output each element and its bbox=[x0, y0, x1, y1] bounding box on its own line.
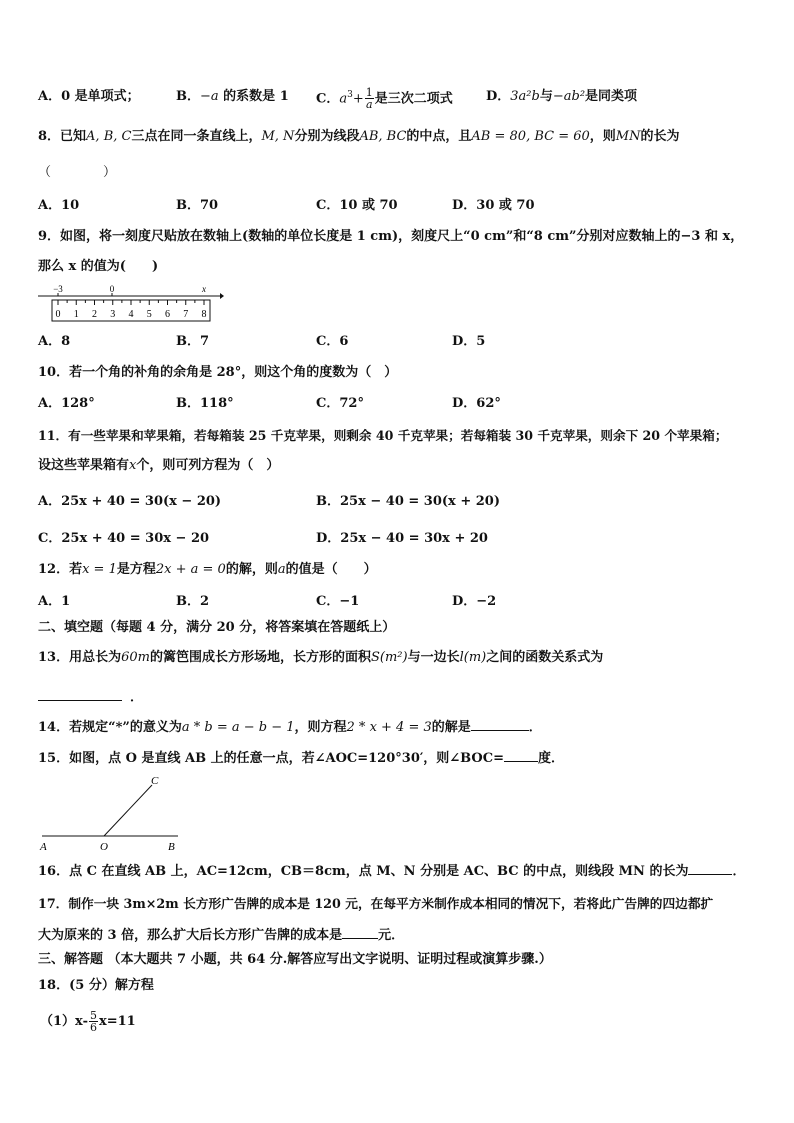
q18-equation: （1）x- $\frac{5}{6}$ x=11 bbox=[40, 1009, 136, 1034]
q8-stem: 8．已知A, B, C三点在同一条直线上，M, N分别为线段AB, BC的中点，且AB = 80, BC = 60，则MN的长为 bbox=[38, 129, 680, 144]
ruler-number: 0 bbox=[55, 309, 61, 320]
q7-option-c: C．$a^3+$ $\frac{1}{a}$ 是三次二项式 bbox=[316, 86, 453, 112]
q10-option-c: C．72° bbox=[316, 396, 364, 411]
q9-option-c: C．6 bbox=[316, 334, 349, 349]
label-a: A bbox=[40, 841, 47, 853]
label-c: C bbox=[151, 775, 159, 787]
ruler-number: 5 bbox=[146, 309, 152, 320]
q8-answer-paren: （ ） bbox=[38, 165, 117, 180]
section-2-heading: 二、填空题（每题 4 分，满分 20 分，将答案填在答题纸上） bbox=[38, 620, 396, 635]
q18-title: 18．(5 分）解方程 bbox=[38, 978, 154, 993]
q11-option-c: C．25x + 40 = 30x − 20 bbox=[38, 531, 210, 546]
ruler-number: 7 bbox=[183, 309, 189, 320]
q11-option-b: B．25x − 40 = 30(x + 20) bbox=[316, 494, 500, 509]
q13-blank bbox=[38, 688, 122, 701]
q8-option-d: D．30 或 70 bbox=[452, 198, 535, 213]
ruler-number: 6 bbox=[165, 309, 170, 320]
q12-option-d: D．−2 bbox=[452, 594, 497, 609]
q8-option-a: A．10 bbox=[38, 198, 80, 213]
q9-stem-line2: 那么 x 的值为( ) bbox=[38, 259, 159, 274]
q11-option-a: A．25x + 40 = 30(x − 20) bbox=[38, 494, 222, 509]
q10-option-d: D．62° bbox=[452, 396, 501, 411]
angle-figure bbox=[38, 773, 183, 853]
ruler-number: 8 bbox=[201, 309, 207, 320]
q17-blank bbox=[342, 926, 378, 939]
q15-blank bbox=[504, 749, 538, 762]
ruler-number: 3 bbox=[110, 309, 116, 320]
q16-blank bbox=[688, 862, 732, 875]
ruler-number: 4 bbox=[128, 309, 134, 320]
q13-answer-line: ． bbox=[38, 688, 143, 707]
axis-label-x: x bbox=[202, 284, 206, 294]
q9-option-a: A．8 bbox=[38, 334, 71, 349]
q12-option-b: B．2 bbox=[176, 594, 210, 609]
q13-stem: 13．用总长为60m的篱笆围成长方形场地，长方形的面积S(m²)与一边长l(m)之间的函数关系式为 bbox=[38, 650, 604, 665]
q12-stem: 12．若x = 1是方程2x + a = 0的解，则a的值是（ ） bbox=[38, 562, 377, 577]
q14-blank bbox=[471, 718, 529, 731]
axis-label-0: 0 bbox=[109, 284, 115, 294]
q11-stem-line1: 11．有一些苹果和苹果箱，若每箱装 25 千克苹果，则剩余 40 千克苹果；若每箱装 30 千克苹果，则余下 20 个苹果箱； bbox=[38, 428, 728, 443]
ruler-figure bbox=[38, 283, 224, 323]
ray-oc bbox=[104, 785, 152, 836]
q10-stem: 10．若一个角的补角的余角是 28°，则这个角的度数为（ ） bbox=[38, 365, 398, 380]
q7-option-b: B．−a 的系数是 1 bbox=[176, 89, 289, 104]
q7-option-a: A．0 是单项式； bbox=[38, 89, 140, 104]
q17-stem-line2: 大为原来的 3 倍，那么扩大后长方形广告牌的成本是 元． bbox=[38, 928, 405, 943]
label-b: B bbox=[168, 841, 175, 853]
q10-option-b: B．118° bbox=[176, 396, 234, 411]
q9-stem-line1: 9．如图，将一刻度尺贴放在数轴上(数轴的单位长度是 1 cm)，刻度尺上“0 cm”和“8 cm”分别对应数轴上的−3 和 x， bbox=[38, 229, 744, 244]
axis-arrow bbox=[220, 293, 224, 299]
q14-stem: 14．若规定“*”的意义为a * b = a − b − 1，则方程2 * x + 4 = 3的解是 ． bbox=[38, 720, 542, 735]
q11-option-d: D．25x − 40 = 30x + 20 bbox=[316, 531, 488, 546]
q10-option-a: A．128° bbox=[38, 396, 95, 411]
q8-option-c: C．10 或 70 bbox=[316, 198, 398, 213]
ruler-number: 2 bbox=[92, 309, 97, 320]
q7-option-d: D．3a²b与−ab²是同类项 bbox=[486, 89, 638, 104]
q17-stem-line1: 17．制作一块 3m×2m 长方形广告牌的成本是 120 元，在每平方米制作成本相同的情况下，若将此广告牌的四边都扩 bbox=[38, 896, 714, 911]
q8-option-b: B．70 bbox=[176, 198, 219, 213]
section-3-heading: 三、解答题 （本大题共 7 小题，共 64 分.解答应写出文字说明、证明过程或演算步骤.） bbox=[38, 952, 552, 967]
q9-option-b: B．7 bbox=[176, 334, 210, 349]
label-o: O bbox=[100, 841, 108, 853]
q12-option-a: A．1 bbox=[38, 594, 71, 609]
q12-option-c: C．−1 bbox=[316, 594, 360, 609]
q15-stem: 15．如图，点 O 是直线 AB 上的任意一点，若∠AOC=120°30′，则∠BOC= 度． bbox=[38, 751, 564, 766]
q16-stem: 16．点 C 在直线 AB 上，AC=12cm，CB＝8cm，点 M、N 分别是 AC、BC 的中点，则线段 MN 的长为 ． bbox=[38, 864, 746, 879]
q9-option-d: D．5 bbox=[452, 334, 486, 349]
axis-label-minus3: −3 bbox=[53, 284, 63, 294]
ruler-number: 1 bbox=[73, 309, 79, 320]
q11-stem-line2: 设这些苹果箱有x个，则可列方程为（ ） bbox=[38, 458, 280, 473]
